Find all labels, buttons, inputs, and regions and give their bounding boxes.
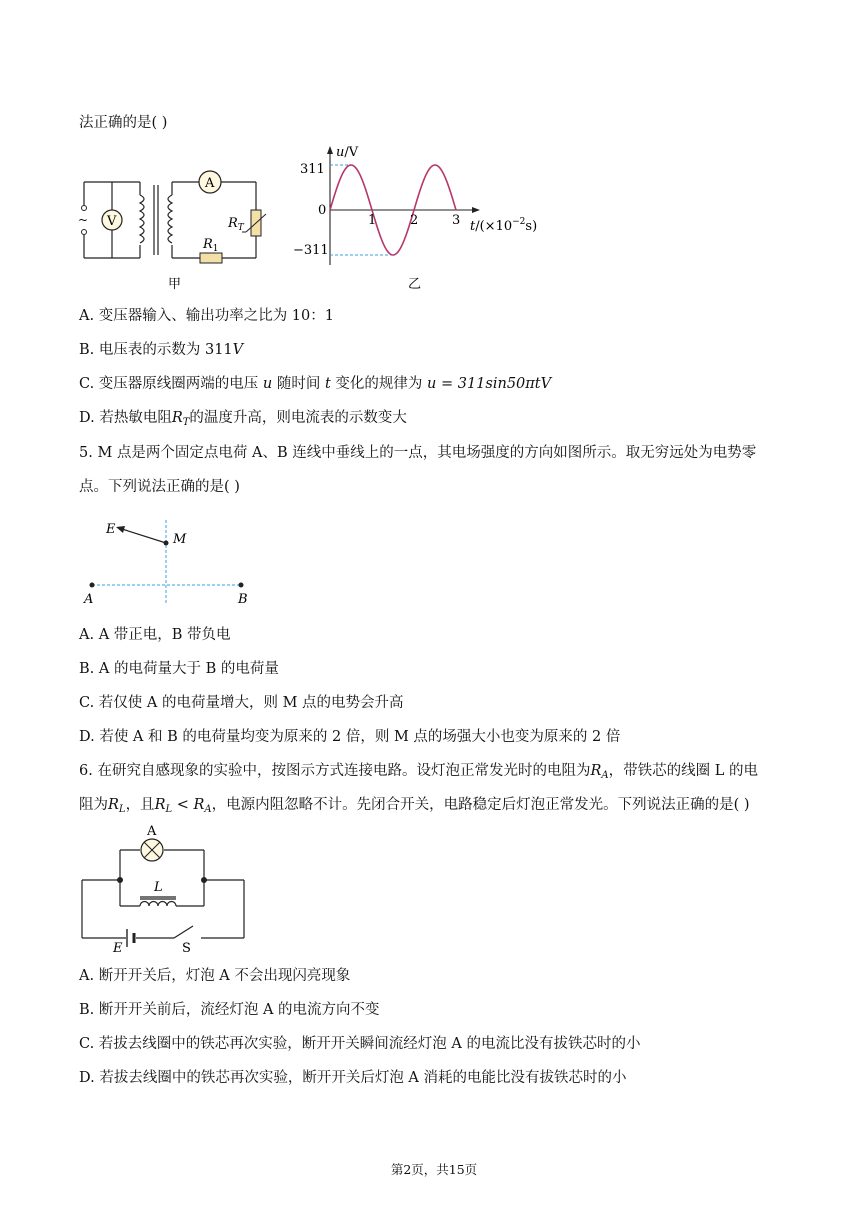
thermistor-label: $R_T$ — [228, 216, 244, 233]
y-axis-label: u/V — [336, 145, 359, 160]
ammeter-label: A — [205, 176, 215, 191]
q6-option-a: A. 断开开关后，灯泡 A 不会出现闪亮现象 — [79, 968, 351, 984]
coil-label: L — [154, 880, 163, 895]
transformer-circuit-figure — [78, 160, 268, 290]
q4-stem-tail: 法正确的是( ) — [79, 115, 168, 131]
y-tick-zero: 0 — [318, 203, 327, 218]
q4-option-b: B. 电压表的示数为 311V — [79, 342, 244, 358]
page-footer: 第2页，共15页 — [390, 1162, 478, 1177]
q5-stem-line1: 5. M 点是两个固定点电荷 A、B 连线中垂线上的一点，其电场强度的方向如图所示。取无穷远处为电势零 — [79, 445, 757, 461]
q4-option-c: C. 变压器原线圈两端的电压 u 随时间 t 变化的规律为 u = 311sin50πtV — [79, 376, 552, 392]
y-tick-min: −311 — [293, 243, 329, 258]
q6-stem-line1: 6. 在研究自感现象的实验中，按图示方式连接电路。设灯泡正常发光时的电阻为$R_A$，带铁芯的线圈 L 的电 — [79, 763, 758, 781]
self-induction-circuit-figure — [78, 822, 258, 957]
q5-stem-line2: 点。下列说法正确的是( ) — [79, 479, 240, 495]
q5-option-b: B. A 的电荷量大于 B 的电荷量 — [79, 661, 279, 677]
q4-option-d: D. 若热敏电阻$R_T$的温度升高，则电流表的示数变大 — [79, 410, 407, 428]
electric-field-figure — [78, 515, 268, 610]
point-label-m: M — [173, 532, 187, 547]
x-axis-label: $t/(\times 10^{-2}s)$ — [470, 217, 538, 234]
lamp-label: A — [147, 824, 157, 839]
ac-source-symbol: ~ — [78, 213, 89, 227]
switch-label: S — [182, 941, 191, 956]
q6-option-b: B. 断开开关前后，流经灯泡 A 的电流方向不变 — [79, 1002, 380, 1018]
q6-option-c: C. 若拔去线圈中的铁芯再次实验，断开开关瞬间流经灯泡 A 的电流比没有拔铁芯时的小 — [79, 1036, 641, 1052]
x-tick-label: 2 — [410, 213, 419, 228]
q4-option-a: A. 变压器输入、输出功率之比为 10：1 — [79, 308, 334, 324]
y-tick-max: 311 — [300, 162, 325, 177]
q5-option-c: C. 若仅使 A 的电荷量增大，则 M 点的电势会升高 — [79, 695, 404, 711]
figure-caption-jia: 甲 — [168, 277, 182, 292]
voltage-waveform-chart — [290, 140, 550, 295]
voltmeter-label: V — [107, 214, 117, 229]
q6-stem-line2: 阻为$R_L$，且$R_L < R_A$，电源内阻忽略不计。先闭合开关，电路稳定后灯泡正常发光。下列说法正确的是( ) — [79, 797, 750, 815]
charge-label-b: B — [238, 592, 248, 607]
q5-option-d: D. 若使 A 和 B 的电荷量均变为原来的 2 倍，则 M 点的场强大小也变为原来的 2 倍 — [79, 729, 621, 745]
charge-label-a: A — [84, 592, 94, 607]
r1-label: $R_1$ — [203, 237, 219, 254]
emf-label: E — [113, 941, 123, 956]
figure-caption-yi: 乙 — [408, 277, 422, 292]
x-tick-label: 3 — [452, 213, 461, 228]
q6-option-d: D. 若拔去线圈中的铁芯再次实验，断开开关后灯泡 A 消耗的电能比没有拔铁芯时的小 — [79, 1070, 627, 1086]
field-label-e: E — [106, 522, 116, 537]
x-tick-label: 1 — [368, 213, 377, 228]
q5-option-a: A. A 带正电，B 带负电 — [79, 627, 231, 643]
